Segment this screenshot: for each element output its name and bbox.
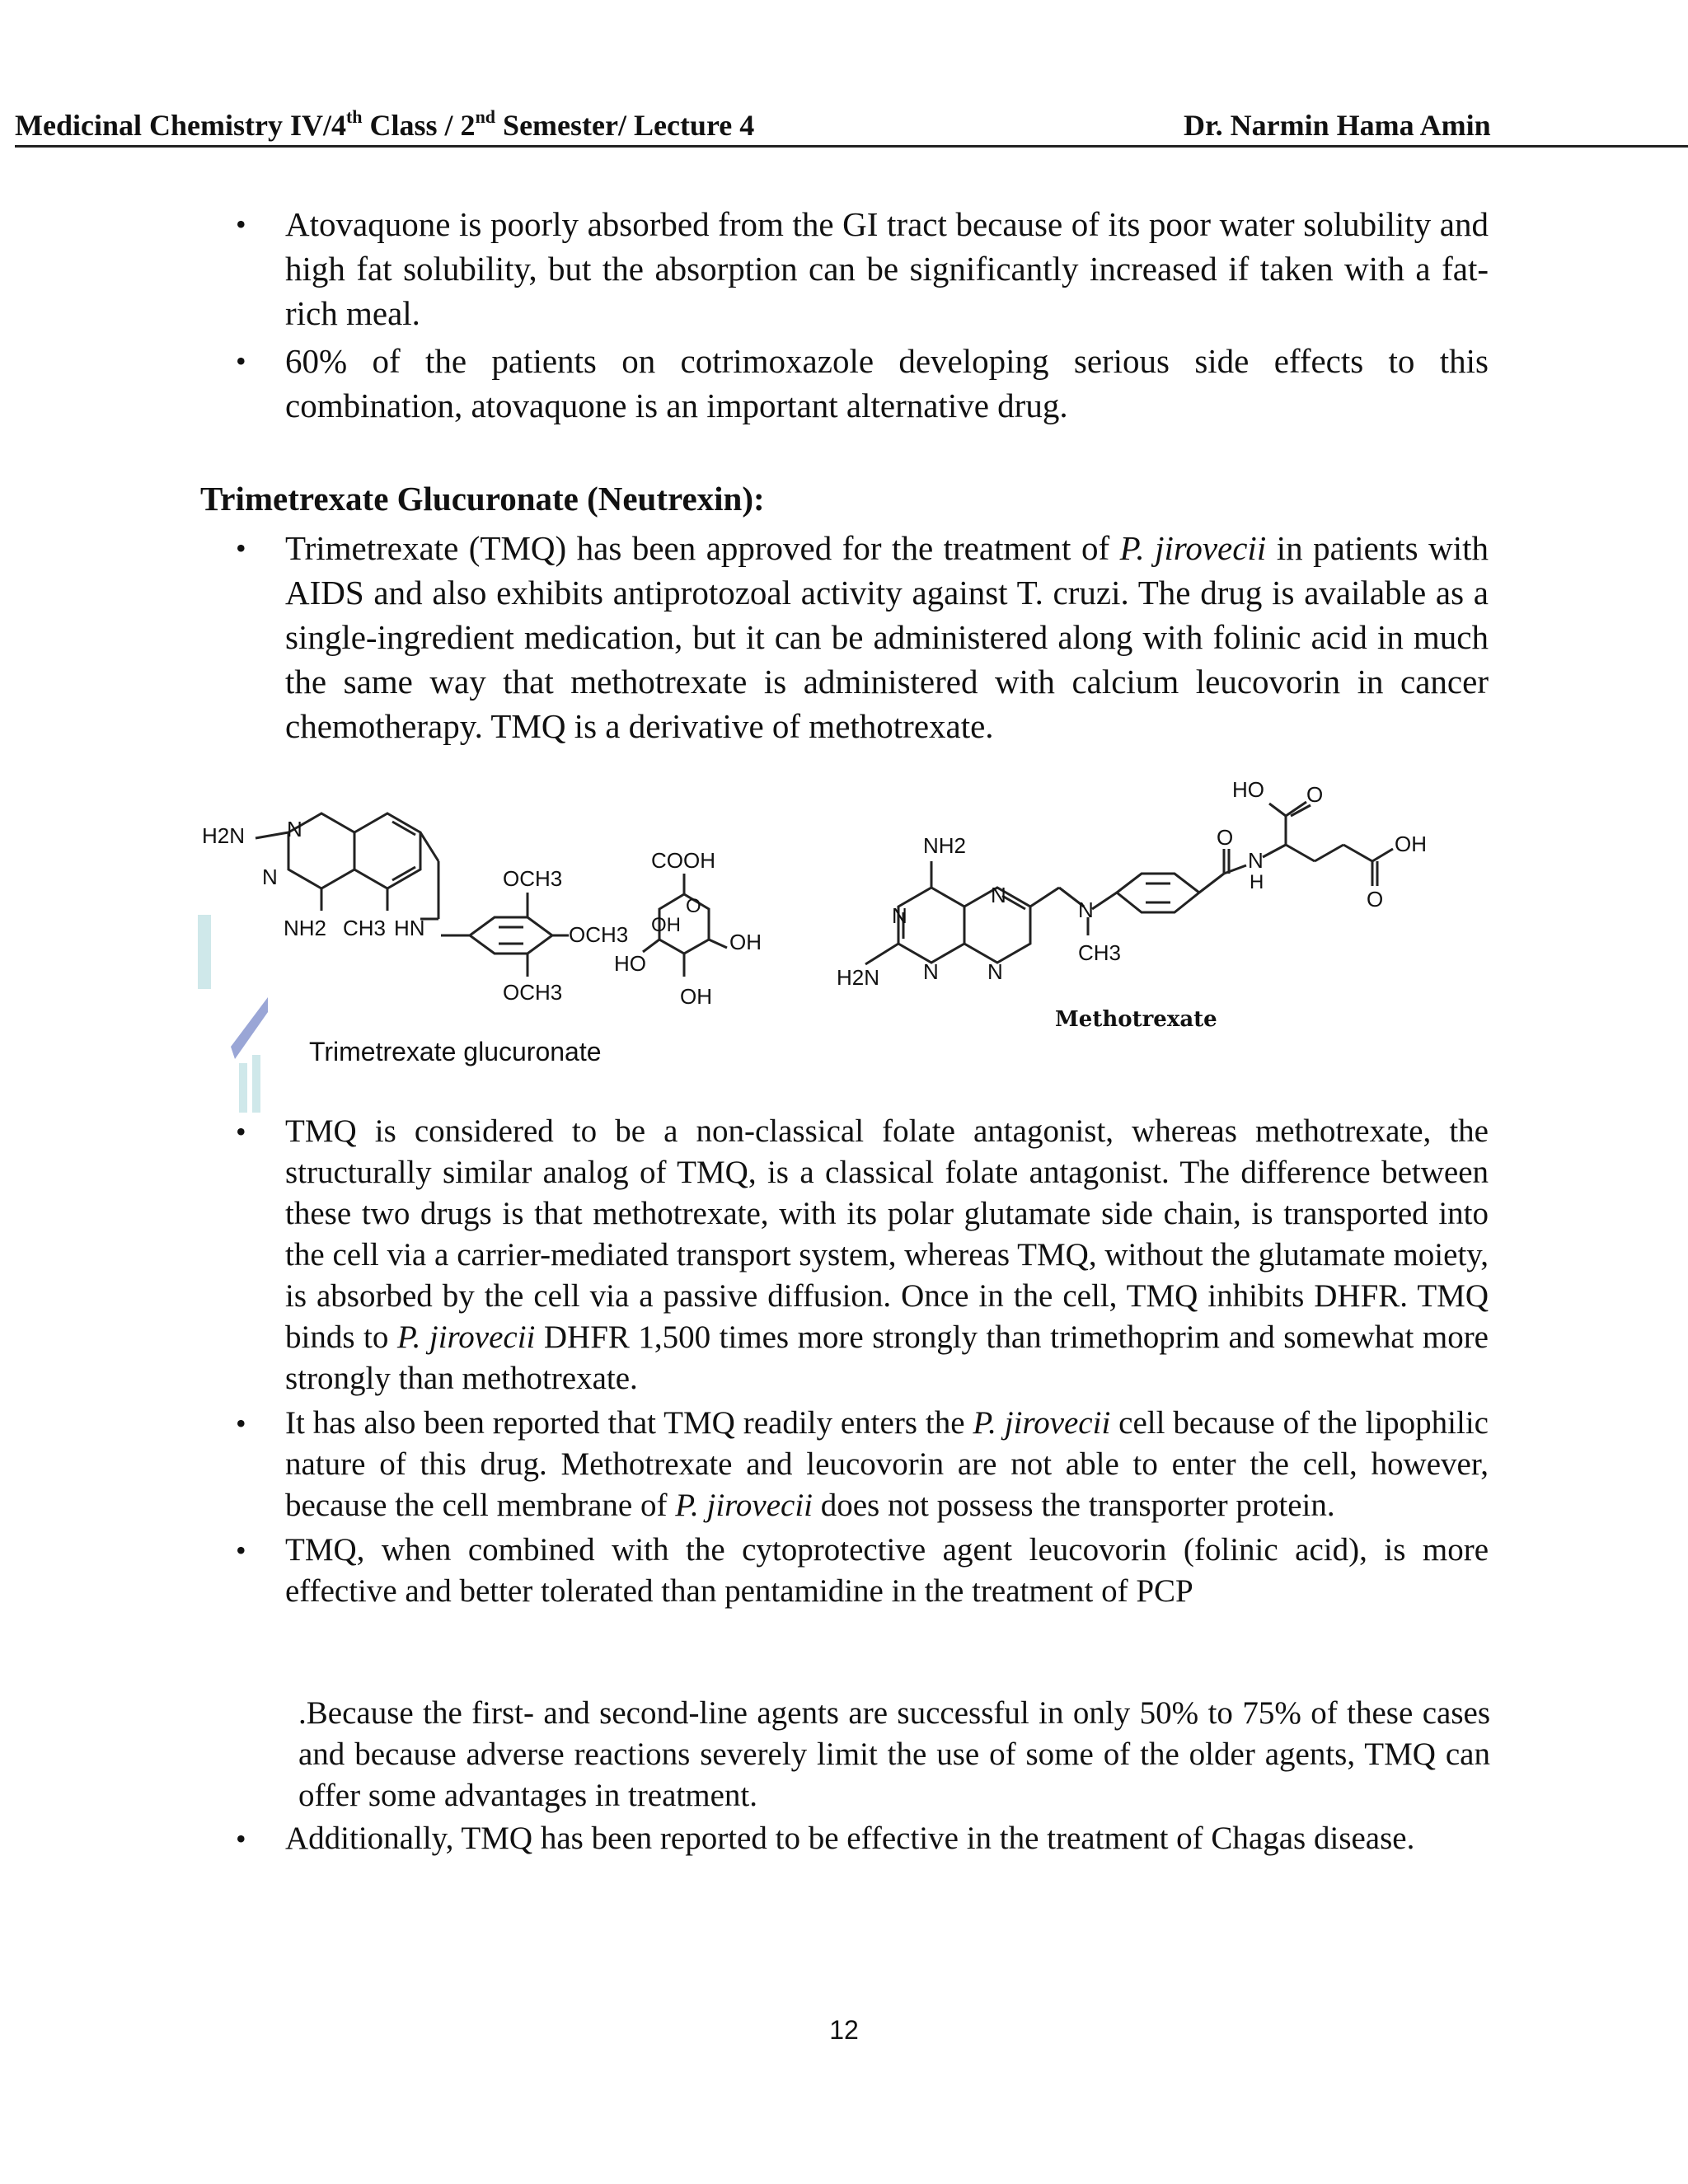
svg-text:OH: OH [651,914,681,936]
svg-text:N: N [1078,898,1094,922]
svg-text:OCH3: OCH3 [569,922,629,947]
svg-text:N: N [262,865,278,889]
tmq-bullet-list [236,1111,1489,1615]
svg-text:OCH3: OCH3 [503,980,563,1005]
bullet-icon: • [236,344,246,377]
list-item: • Atovaquone is poorly absorbed from the GI tract because of its poor water solubility and high fat solubility, but the absorption can be significantly increased if taken with a fat-rich meal. [236,202,1489,335]
author-name: Dr. Narmin Hama Amin [1184,109,1491,142]
svg-text:O: O [1217,825,1234,850]
svg-text:NH2: NH2 [284,916,327,940]
svg-text:HO: HO [1232,777,1264,802]
svg-text:H: H [1250,871,1264,893]
intro-bullet-list [236,202,1489,431]
list-item: • 60% of the patients on cotrimoxazole developing serious side effects to this combination, atovaquone is an important alternative drug. [236,339,1489,428]
svg-text:CH3: CH3 [343,916,387,940]
bullet-icon: • [236,1407,246,1440]
svg-text:O: O [1367,887,1384,912]
svg-text:COOH: COOH [651,848,715,873]
list-item: • TMQ is considered to be a non-classical folate antagonist, whereas methotrexate, the structurally similar analog of TMQ, is a classical folate antagonist. The difference between these two drugs is that methotrexate, with its polar glutamate side chain, is transported into the cell via a carrier-mediated transport system, whereas TMQ, without the glutamate moiety, is absorbed by the cell via a passive diffusion. Once in the cell, TMQ inhibits DHFR. TMQ binds to P. jirovecii DHFR 1,500 times more strongly than trimethoprim and somewhat more strongly than methotrexate. [236,1111,1489,1399]
svg-text:OH: OH [1395,832,1427,856]
svg-text:N: N [287,817,302,841]
svg-text:O: O [1306,782,1324,807]
continuation-paragraph: .Because the first- and second-line agents are successful in only 50% to 75% of these cases and because adverse reactions severely limit the use of some of the older agents, TMQ can offer some advantages in treatment. [298,1695,1490,1813]
svg-text:N: N [892,903,907,928]
bullet-icon: • [236,532,246,565]
svg-text:HN: HN [394,916,425,940]
svg-text:N: N [987,959,1003,984]
svg-text:N: N [1248,848,1264,873]
list-item: • Trimetrexate (TMQ) has been approved for the treatment of P. jirovecii in patients with AIDS and also exhibits antiprotozoal activity against T. cruzi. The drug is available as a single-ingredient medication, but it can be administered along with folinic acid in much the same way that methotrexate is administered with calcium leucovorin in cancer chemotherapy. TMQ is a derivative of methotrexate. [236,526,1489,748]
bullet-icon: • [236,1115,246,1148]
list-item: • TMQ, when combined with the cytoprotective agent leucovorin (folinic acid), is more effective and better tolerated than pentamidine in the treatment of PCP [236,1530,1489,1612]
svg-text:N: N [991,883,1006,907]
svg-text:OH: OH [680,984,712,1009]
svg-text:H2N: H2N [837,965,880,990]
page-number: 12 [829,2015,859,2045]
course-title: Medicinal Chemistry IV/4th Class / 2nd Semester/ Lecture 4 [15,106,755,142]
svg-text:HO: HO [614,951,646,976]
chemical-structures-figure [198,771,1467,1117]
list-item: • It has also been reported that TMQ readily enters the P. jirovecii cell because of the lipophilic nature of this drug. Methotrexate and leucovorin are not able to enter the cell, however, because the cell membrane of P. jirovecii does not possess the transporter protein. [236,1403,1489,1526]
svg-text:NH2: NH2 [923,833,967,858]
bullet-icon: • [236,208,246,241]
svg-text:N: N [923,959,939,984]
final-bullet-list [236,1818,1489,1863]
section-bullet-list [236,526,1489,752]
structures-svg [198,771,1467,1117]
svg-text:CH3: CH3 [1078,940,1122,965]
bullet-icon: • [236,1534,246,1567]
svg-text:OCH3: OCH3 [503,866,563,891]
bullet-icon: • [236,1822,246,1855]
section-title: Trimetrexate Glucuronate (Neutrexin): [200,480,765,518]
svg-text:O: O [686,895,701,917]
svg-text:H2N: H2N [202,823,246,848]
page-header [15,105,1688,148]
methotrexate-caption: Methotrexate [1055,1007,1217,1032]
trimetrexate-caption: Trimetrexate glucuronate [309,1037,602,1066]
list-item: • Additionally, TMQ has been reported to be effective in the treatment of Chagas disease. [236,1818,1489,1859]
svg-text:OH: OH [729,930,762,954]
